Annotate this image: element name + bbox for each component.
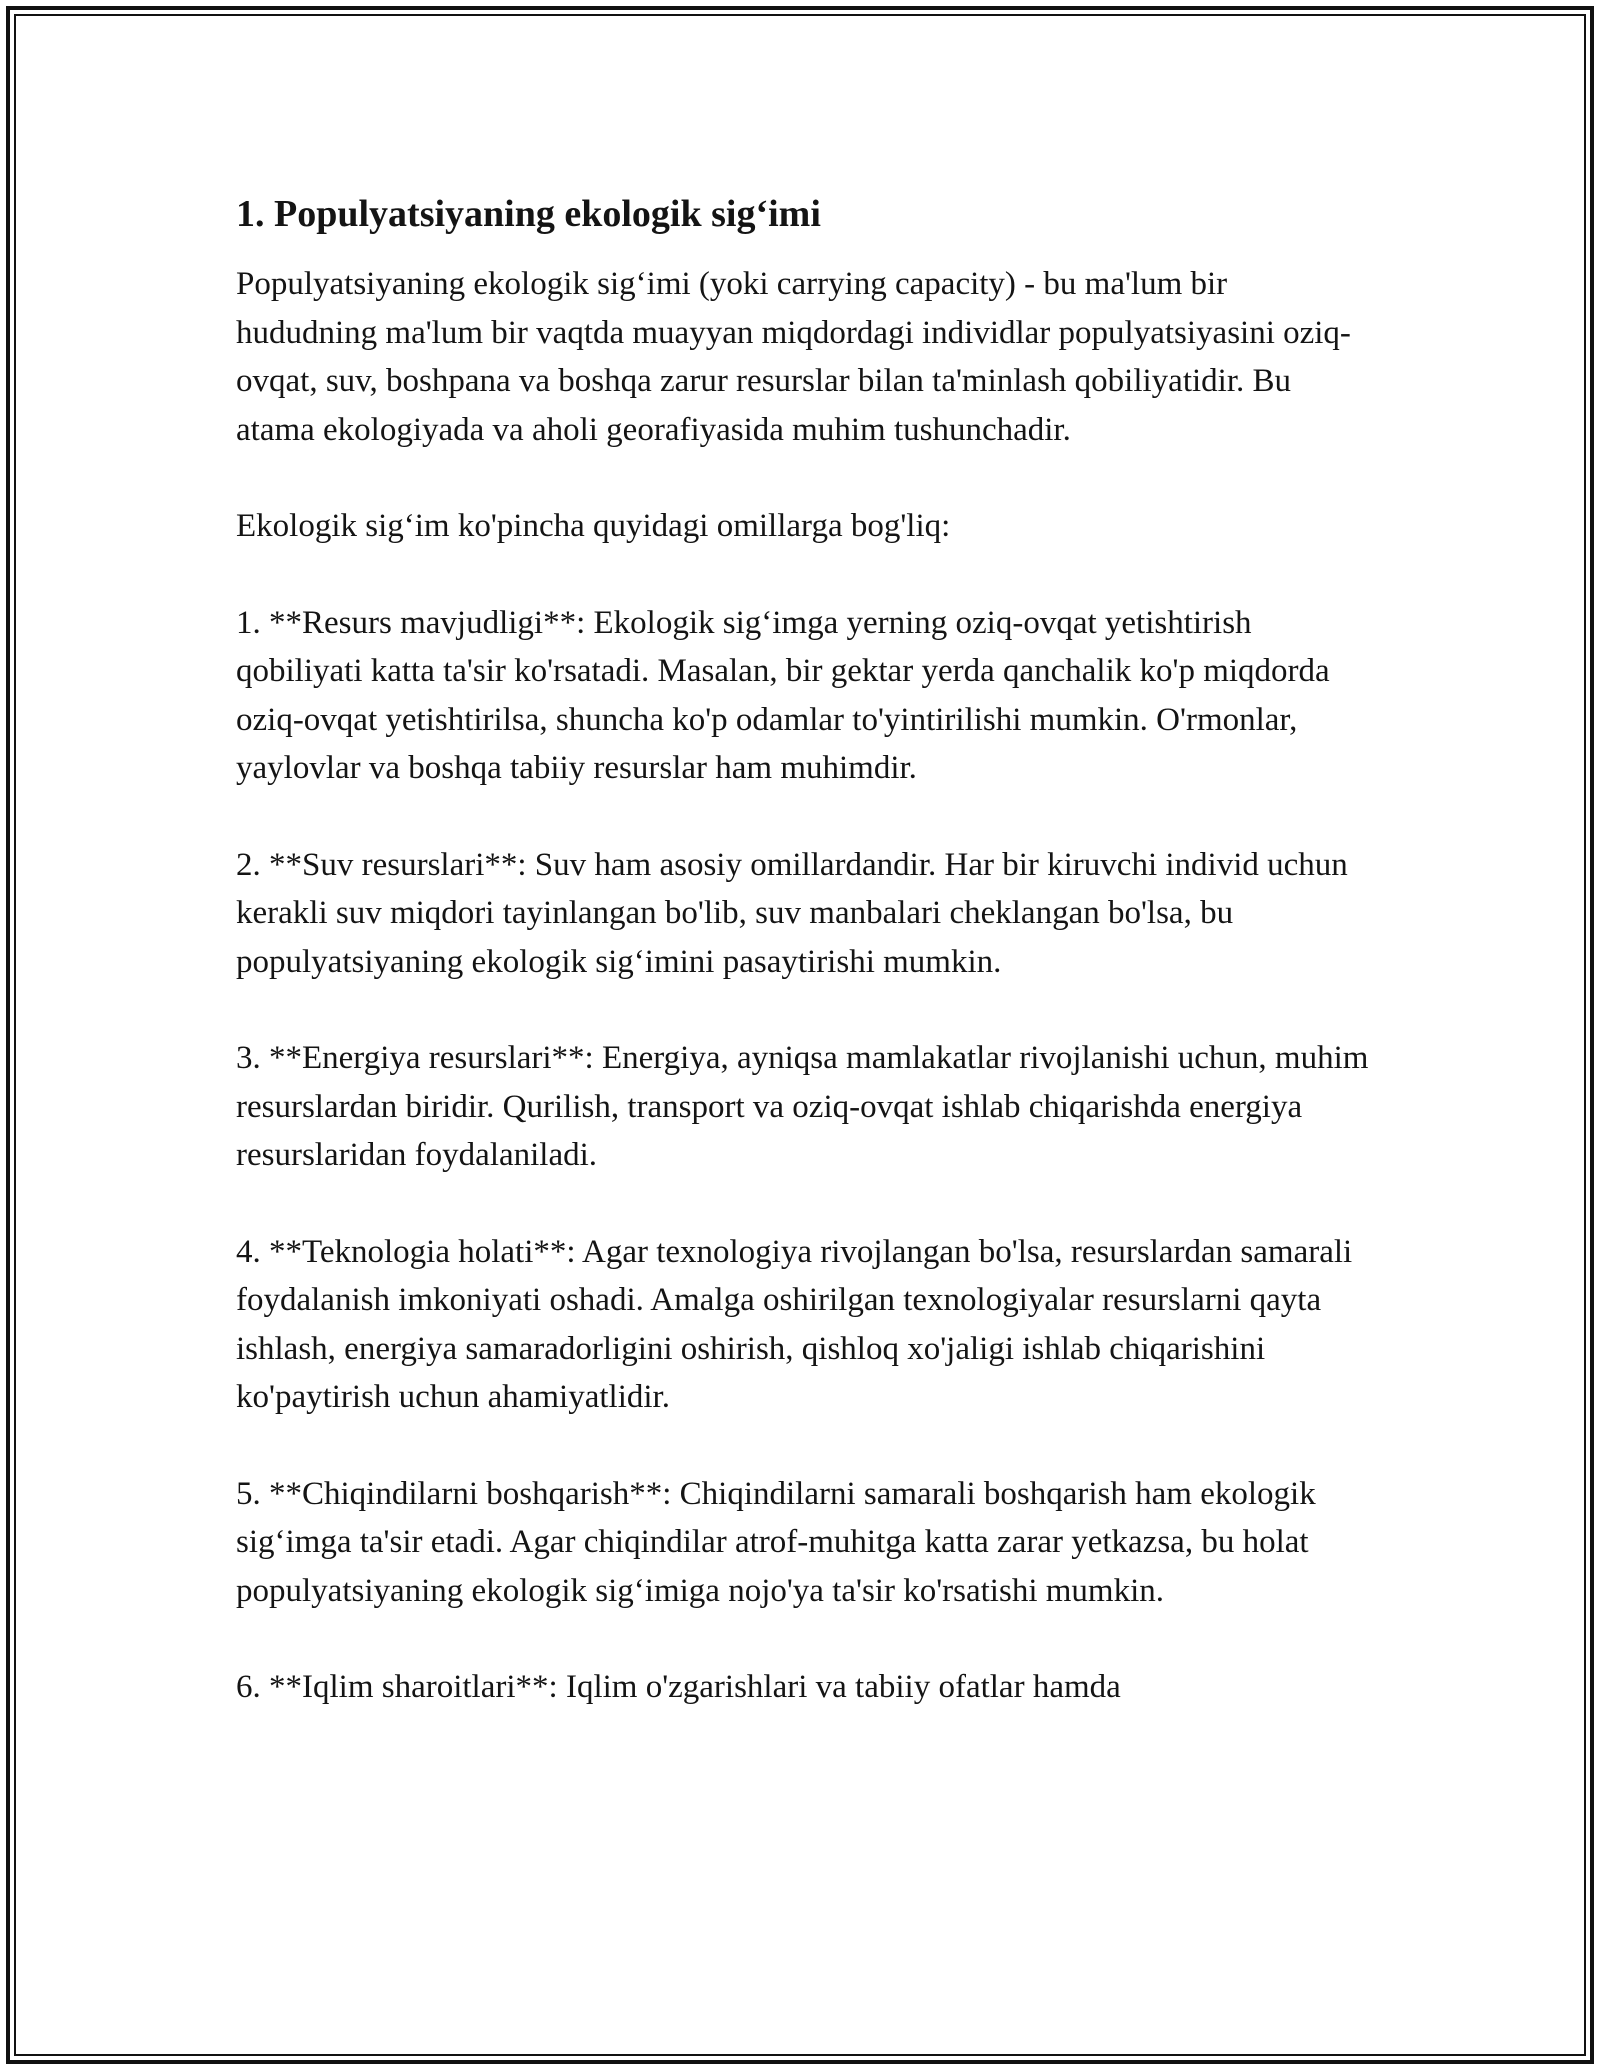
factor-climate-paragraph: 6. **Iqlim sharoitlari**: Iqlim o'zgarishlari va tabiiy ofatlar hamda (236, 1669, 1121, 1705)
factor-resources-paragraph: 1. **Resurs mavjudligi**: Ekologik sig‘imga yerning oziq-ovqat yetishtirish qobiliyati katta ta'sir ko'rsatadi. Masalan, bir gektar yerda qanchalik ko'p miqdorda oziq-ovqat yetishtirilsa, shuncha ko'p odamlar to'yintirilishi mumkin. O'rmonlar, yaylovlar va boshqa tabiiy resurslar ham muhimdir. (236, 604, 1330, 786)
page-title: 1. Populyatsiyaning ekologik sig‘imi (236, 193, 821, 235)
document-body (236, 188, 1376, 1712)
factor-technology-paragraph: 4. **Teknologia holati**: Agar texnologiya rivojlangan bo'lsa, resurslardan samarali foydalanish imkoniyati oshadi. Amalga oshirilgan texnologiyalar resurslarni qayta ishlash, energiya samaradorligini oshirish, qishloq xo'jaligi ishlab chiqarishini ko'paytirish uchun ahamiyatlidir. (236, 1233, 1353, 1415)
factor-energy-paragraph: 3. **Energiya resurslari**: Energiya, ayniqsa mamlakatlar rivojlanishi uchun, muhim resurslardan biridir. Qurilish, transport va oziq-ovqat ishlab chiqarishda energiya resurslaridan foydalaniladi. (236, 1040, 1369, 1173)
intro-paragraph: Populyatsiyaning ekologik sig‘imi (yoki carrying capacity) - bu ma'lum bir hududning ma'lum bir vaqtda muayyan miqdordagi individlar populyatsiyasini oziq-ovqat, suv, boshpana va boshqa zarur resurslar bilan ta'minlash qobiliyatidir. Bu atama ekologiyada va aholi georafiyasida muhim tushunchadir. (236, 266, 1351, 448)
factor-water-paragraph: 2. **Suv resurslari**: Suv ham asosiy omillardandir. Har bir kiruvchi individ uchun kerakli suv miqdori tayinlangan bo'lib, suv manbalari cheklangan bo'lsa, bu populyatsiyaning ekologik sig‘imini pasaytirishi mumkin. (236, 846, 1348, 980)
factors-intro-paragraph: Ekologik sig‘im ko'pincha quyidagi omillarga bog'liq: (236, 508, 951, 544)
factor-waste-paragraph: 5. **Chiqindilarni boshqarish**: Chiqindilarni samarali boshqarish ham ekologik sig‘imga ta'sir etadi. Agar chiqindilar atrof-muhitga katta zarar yetkazsa, bu holat populyatsiyaning ekologik sig‘imiga nojo'ya ta'sir ko'rsatishi mumkin. (236, 1475, 1316, 1609)
